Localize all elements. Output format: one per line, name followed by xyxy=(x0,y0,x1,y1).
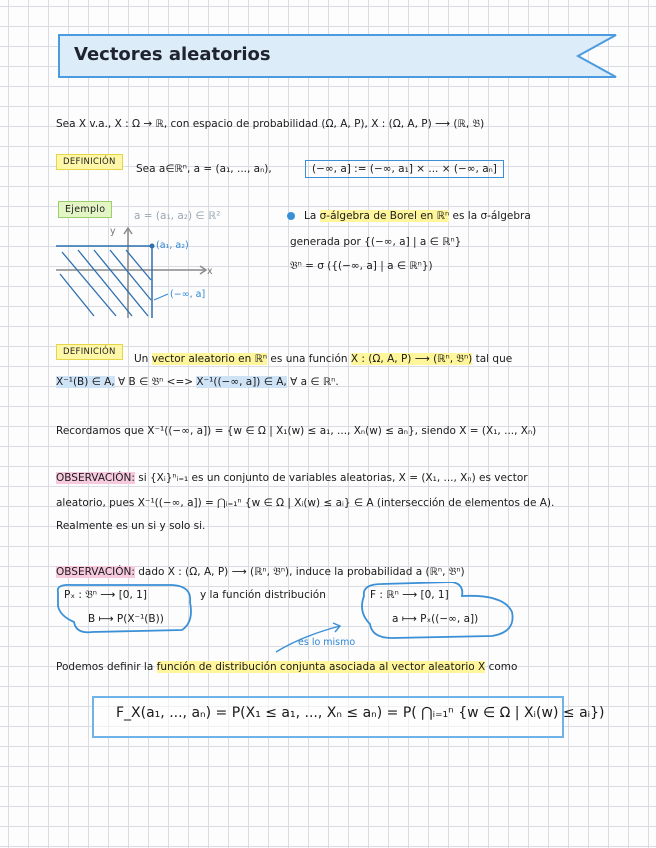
joint-highlight: función de distribución conjunta asociada al vector aleatorio X xyxy=(156,661,486,673)
joint-post: como xyxy=(488,661,518,673)
vector-def-pre: Un xyxy=(134,353,149,365)
observation-2-text: dado X : (Ω, A, P) ⟶ (ℝⁿ, 𝔅ⁿ), induce la probabilidad a (ℝⁿ, 𝔅ⁿ) xyxy=(138,566,465,578)
bullet-dot xyxy=(287,212,295,220)
borel-line-2: generada por {(−∞, a] | a ∈ ℝⁿ} xyxy=(290,236,462,248)
joint-distribution-line xyxy=(56,661,517,673)
borel-highlight: σ-álgebra de Borel en ℝⁿ xyxy=(319,210,450,222)
region-label: (−∞, a] xyxy=(170,289,206,300)
preimage-interval-highlight: X⁻¹((−∞, a]) ∈ A, xyxy=(196,376,287,388)
y-axis-label: y xyxy=(110,226,116,237)
definition-tag: DEFINICIÓN xyxy=(56,154,123,170)
example-graph xyxy=(56,222,226,322)
borel-line-3: 𝔅ⁿ = σ ({(−∞, a] | a ∈ ℝⁿ}) xyxy=(290,260,433,272)
vector-def-post: tal que xyxy=(475,353,513,365)
definition-text: Sea a∈ℝⁿ, a = (a₁, ..., aₙ), xyxy=(136,163,272,175)
vector-def-quantifier: ∀ a ∈ ℝⁿ. xyxy=(290,376,339,388)
px-line-2: B ⟼ P(X⁻¹(B)) xyxy=(88,613,164,625)
vector-def-line-2 xyxy=(56,376,339,389)
definition-boxed-interval: (−∞, a] := (−∞, a₁] × ... × (−∞, aₙ] xyxy=(305,160,504,178)
same-note: es lo mismo xyxy=(298,637,356,648)
example-tag: Ejemplo xyxy=(58,201,112,218)
page-title: Vectores aleatorios xyxy=(74,44,271,65)
vector-def-function-highlight: X : (Ω, A, P) ⟶ (ℝⁿ, 𝔅ⁿ) xyxy=(350,353,473,365)
observation-tag: OBSERVACIÓN: xyxy=(56,472,135,484)
example-a-label: a = (a₁, a₂) ∈ ℝ² xyxy=(134,210,221,222)
point-label: (a₁, a₂) xyxy=(156,240,189,251)
observation-1-text: si {Xᵢ}ⁿᵢ₌₁ es un conjunto de variables aleatorias, X = (X₁, ..., Xₙ) es vector xyxy=(138,472,528,484)
x-axis-label: x xyxy=(207,266,213,277)
observation-tag: OBSERVACIÓN: xyxy=(56,566,135,578)
intro-line: Sea X v.a., X : Ω → ℝ, con espacio de probabilidad (Ω, A, P), X : (Ω, A, P) ⟶ (ℝ, 𝔅) xyxy=(56,118,485,130)
distribution-connector: y la función distribución xyxy=(200,589,326,601)
f-line-2: a ⟼ Pₓ((−∞, a]) xyxy=(392,613,479,625)
vector-def-line-1 xyxy=(134,353,512,366)
px-line-1: Pₓ : 𝔅ⁿ ⟶ [0, 1] xyxy=(64,589,147,601)
observation-1-line-2: aleatorio, pues X⁻¹((−∞, a]) = ⋂ᵢ₌₁ⁿ {w ∈ Ω | Xᵢ(w) ≤ aᵢ} ∈ A (intersección de elementos de A). xyxy=(56,497,555,509)
joint-pre: Podemos definir la xyxy=(56,661,154,673)
borel-line-1 xyxy=(304,210,531,222)
observation-1-line-3: Realmente es un si y solo si. xyxy=(56,520,206,532)
vector-def-highlight: vector aleatorio en ℝⁿ xyxy=(151,353,268,365)
f-line-1: F : ℝⁿ ⟶ [0, 1] xyxy=(370,589,449,601)
preimage-highlight: X⁻¹(B) ∈ A, xyxy=(56,376,115,388)
vector-def-mid: es una función xyxy=(270,353,348,365)
borel-line-1-post: es la σ-álgebra xyxy=(452,210,531,222)
joint-distribution-formula: F_X(a₁, ..., aₙ) = P(X₁ ≤ a₁, ..., Xₙ ≤ aₙ) = P( ⋂ᵢ₌₁ⁿ {w ∈ Ω | Xᵢ(w) ≤ aᵢ}) xyxy=(116,705,605,721)
observation-2-line-1 xyxy=(56,566,465,579)
observation-1-line-1 xyxy=(56,472,528,484)
definition-tag: DEFINICIÓN xyxy=(56,344,123,360)
vector-def-equivalence: ∀ B ∈ 𝔅ⁿ <=> xyxy=(118,376,194,388)
recall-line: Recordamos que X⁻¹((−∞, a]) = {w ∈ Ω | X₁(w) ≤ a₁, ..., Xₙ(w) ≤ aₙ}, siendo X = (X₁, ..., Xₙ) xyxy=(56,425,537,437)
borel-line-1-pre: La xyxy=(304,210,317,222)
